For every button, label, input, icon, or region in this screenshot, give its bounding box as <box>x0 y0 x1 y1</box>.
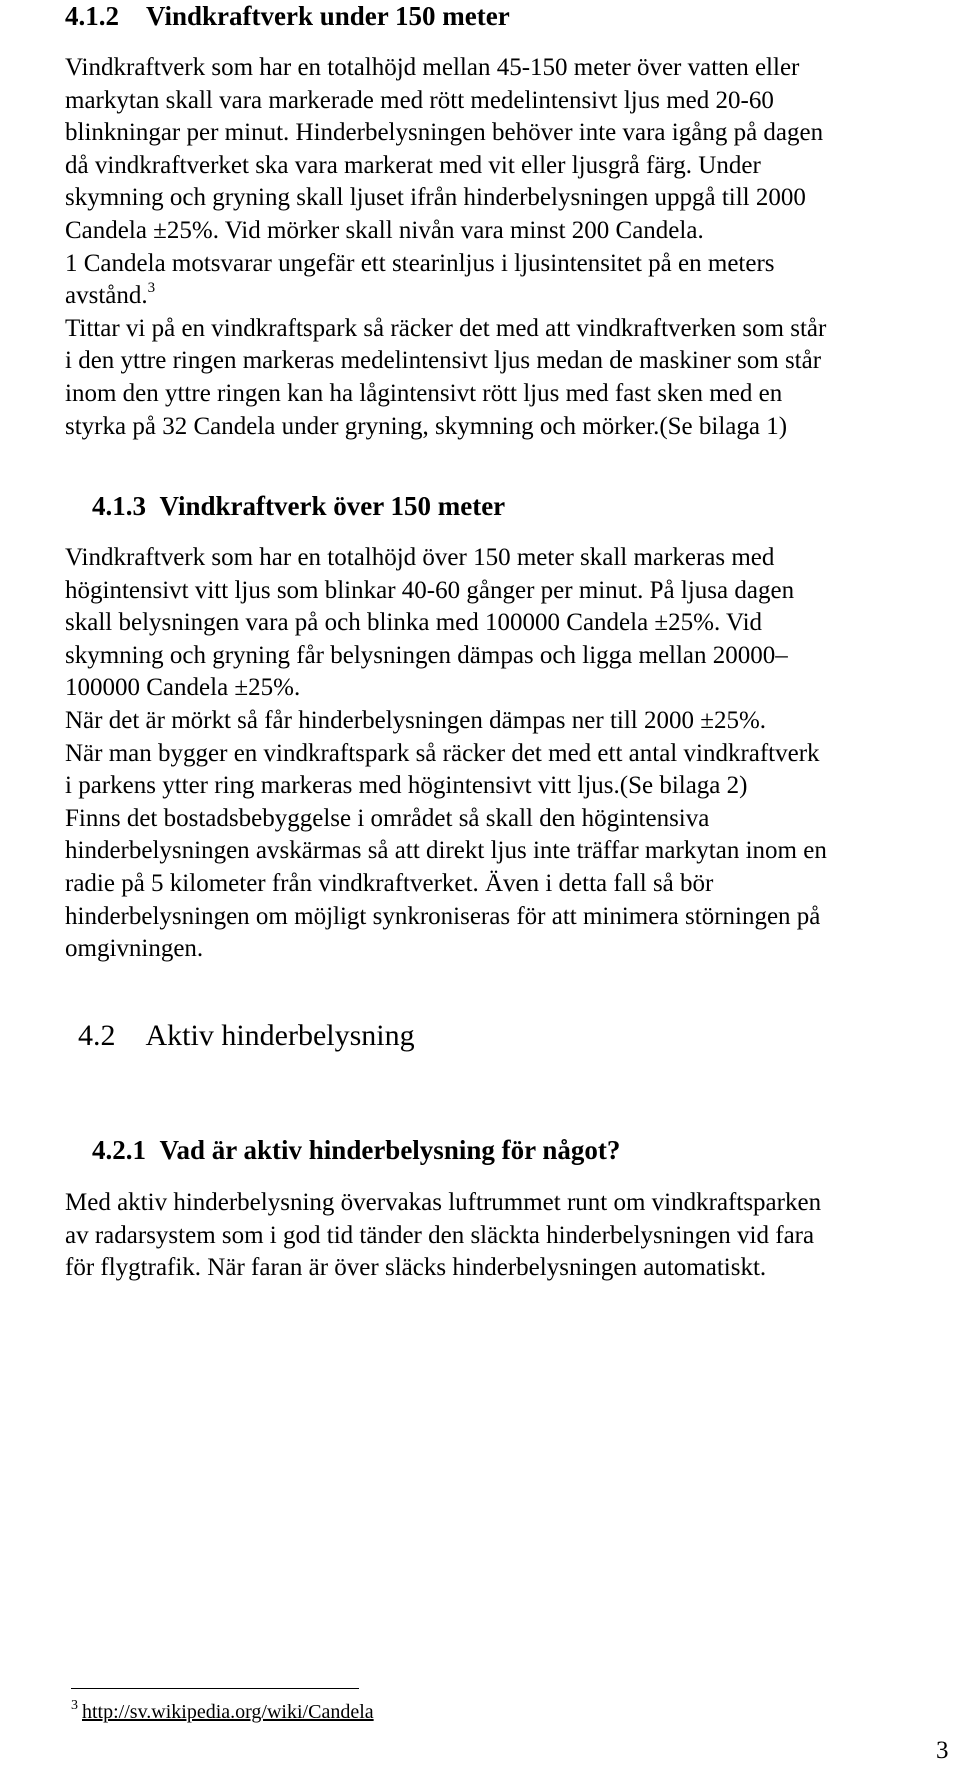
text-line: Finns det bostadsbebyggelse i området så skall den högintensiva <box>65 804 710 832</box>
text-line: När det är mörkt så får hinderbelysningen dämpas ner till 2000 ±25%. <box>65 706 767 734</box>
text-line: blinkningar per minut. Hinderbelysningen behöver inte vara igång på dagen <box>65 119 824 147</box>
text-line: skymning och gryning får belysningen dämpas och ligga mellan 20000– <box>65 641 788 669</box>
text-line: hinderbelysningen om möjligt synkroniseras för att minimera störningen på <box>65 902 821 930</box>
text-line-with-footnote <box>65 280 826 313</box>
footnote-link[interactable]: http://sv.wikipedia.org/wiki/Candela <box>82 1701 374 1723</box>
paragraph-4-1-2 <box>65 52 826 443</box>
text-line: omgivningen. <box>65 935 204 963</box>
paragraph-4-1-3 <box>65 542 827 966</box>
text-line: högintensivt vitt ljus som blinkar 40-60 gånger per minut. På ljusa dagen <box>65 576 795 604</box>
text-line: av radarsystem som i god tid tänder den släckta hinderbelysningen vid fara <box>65 1221 815 1249</box>
heading-4-2: 4.2 Aktiv hinderbelysning <box>78 1019 415 1052</box>
text-line: hinderbelysningen avskärmas så att direkt ljus inte träffar markytan inom en <box>65 837 827 865</box>
text-line: radie på 5 kilometer från vindkraftverket. Även i detta fall så bör <box>65 869 714 897</box>
text-line: skall belysningen vara på och blinka med 100000 Candela ±25%. Vid <box>65 609 763 637</box>
text-line: inom den yttre ringen kan ha lågintensivt rött ljus med fast sken med en <box>65 379 783 407</box>
text-line: skymning och gryning skall ljuset ifrån hinderbelysningen uppgå till 2000 <box>65 184 806 212</box>
text-line: Med aktiv hinderbelysning övervakas luftrummet runt om vindkraftsparken <box>65 1189 822 1216</box>
footnote-reference[interactable]: 3 <box>147 280 156 297</box>
text-fragment: avstånd. <box>65 282 148 310</box>
footnote <box>71 1700 374 1724</box>
text-line: då vindkraftverket ska vara markerat med vit eller ljusgrå färg. Under <box>65 151 761 179</box>
paragraph-4-2-1 <box>65 1187 821 1285</box>
heading-4-1-3: 4.1.3 Vindkraftverk över 150 meter <box>92 491 506 521</box>
page-number: 3 <box>936 1737 949 1764</box>
text-line: 1 Candela motsvarar ungefär ett stearinljus i ljusintensitet på en meters <box>65 249 775 277</box>
text-line: styrka på 32 Candela under gryning, skymning och mörker.(Se bilaga 1) <box>65 412 788 440</box>
text-line: markytan skall vara markerade med rött medelintensivt ljus med 20-60 <box>65 86 774 114</box>
text-line: Vindkraftverk som har en totalhöjd mellan 45-150 meter över vatten eller <box>65 54 800 81</box>
text-line: Candela ±25%. Vid mörker skall nivån vara minst 200 Candela. <box>65 216 704 244</box>
text-line: i den yttre ringen markeras medelintensivt ljus medan de maskiner som står <box>65 347 822 375</box>
text-line: 100000 Candela ±25%. <box>65 674 301 702</box>
text-line: Tittar vi på en vindkraftspark så räcker det med att vindkraftverken som står <box>65 314 827 342</box>
text-line: i parkens ytter ring markeras med högintensivt vitt ljus.(Se bilaga 2) <box>65 772 748 800</box>
footnote-mark: 3 <box>71 1698 78 1713</box>
text-line: När man bygger en vindkraftspark så räcker det med ett antal vindkraftverk <box>65 739 820 767</box>
heading-4-2-1: 4.2.1 Vad är aktiv hinderbelysning för något? <box>92 1135 621 1165</box>
heading-4-1-2: 4.1.2 Vindkraftverk under 150 meter <box>65 1 510 31</box>
text-line: Vindkraftverk som har en totalhöjd över 150 meter skall markeras med <box>65 544 775 571</box>
footnote-separator <box>71 1688 359 1689</box>
text-line: för flygtrafik. När faran är över släcks hinderbelysningen automatiskt. <box>65 1254 767 1282</box>
